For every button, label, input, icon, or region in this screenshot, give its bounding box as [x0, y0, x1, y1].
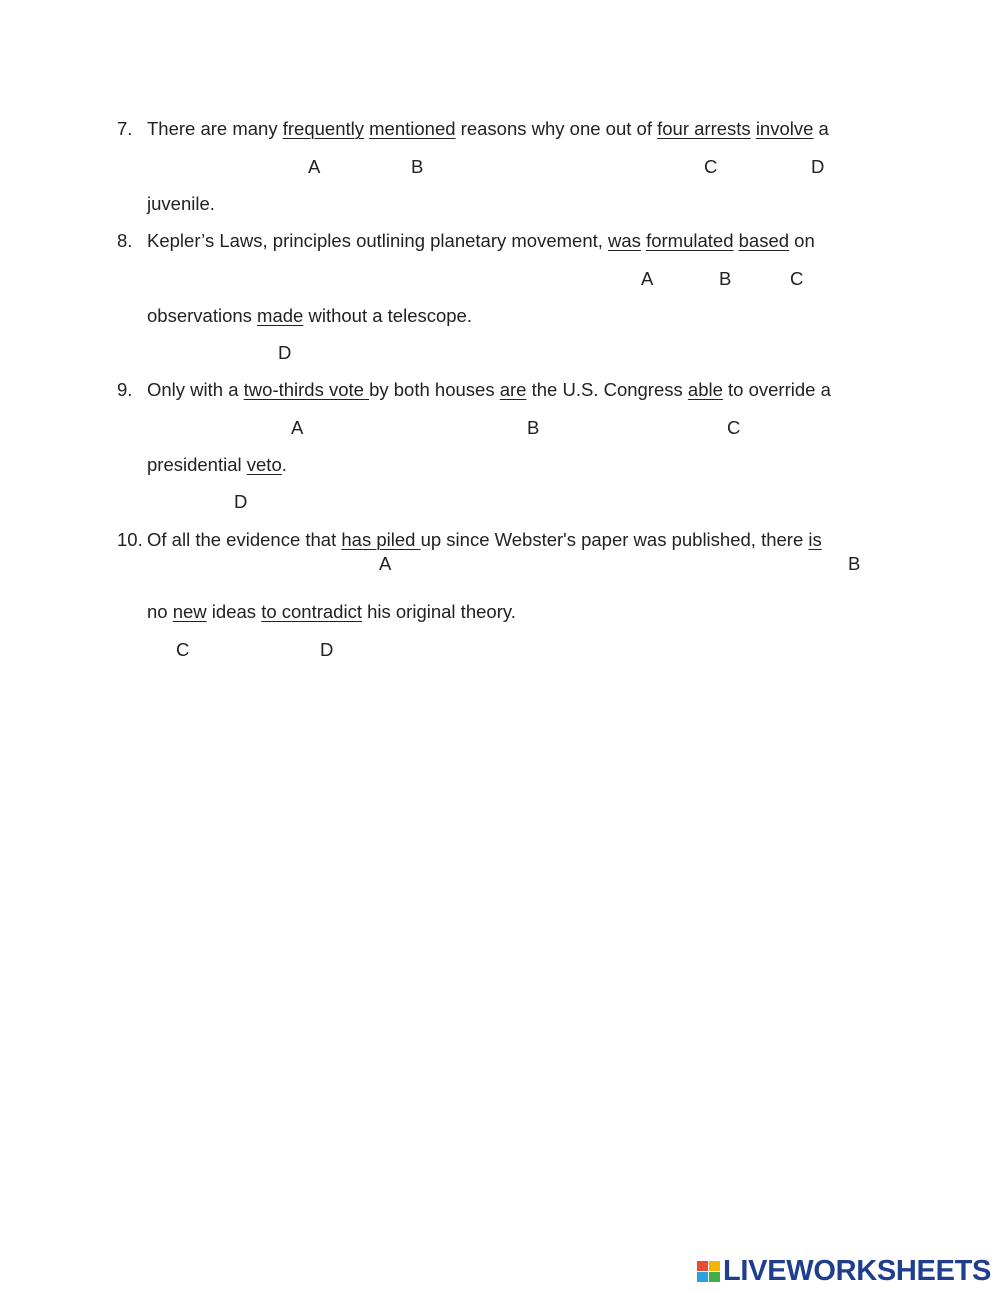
underlined-option-d: veto — [246, 454, 282, 475]
option-label-b: B — [719, 268, 732, 289]
logo-block — [709, 1261, 720, 1271]
option-label-c: C — [790, 268, 804, 289]
question-text-line-2: observations made without a telescope. — [147, 305, 472, 326]
logo-block — [697, 1272, 708, 1282]
logo-text: LIVEWORKSHEETS — [723, 1254, 992, 1287]
underlined-option-a: was — [608, 230, 641, 251]
underlined-option-b: is — [808, 529, 822, 550]
underlined-option-d: made — [257, 305, 304, 326]
option-label-b: B — [848, 553, 861, 574]
logo-blocks-icon — [697, 1261, 720, 1282]
question-number: 7. — [117, 118, 133, 139]
question-number: 8. — [117, 230, 133, 251]
underlined-option-d: to contradict — [261, 601, 362, 622]
option-label-c: C — [704, 156, 718, 177]
underlined-option-b: formulated — [646, 230, 734, 251]
question-number: 9. — [117, 379, 133, 400]
underlined-option-b: are — [499, 379, 527, 400]
question-text-line-2: no new ideas to contradict his original theory. — [147, 601, 516, 622]
question-text-line-2: juvenile. — [147, 193, 215, 214]
question-text-line-1: Only with a two-thirds vote by both houses are the U.S. Congress able to override a — [147, 379, 831, 400]
question-text-line-1: Of all the evidence that has piled up since Webster's paper was published, there is — [147, 529, 822, 550]
option-label-a: A — [641, 268, 654, 289]
question-text-line-1: Kepler’s Laws, principles outlining planetary movement, was formulated based on — [147, 230, 815, 251]
option-label-a: A — [291, 417, 304, 438]
option-label-a: A — [308, 156, 321, 177]
underlined-option-c: four arrests — [657, 118, 751, 139]
option-label-d: D — [278, 342, 292, 363]
logo-block — [697, 1261, 708, 1271]
question-text-line-1: There are many frequently mentioned reasons why one out of four arrests involve a — [147, 118, 829, 139]
logo-block — [709, 1272, 720, 1282]
liveworksheets-logo — [697, 1255, 991, 1287]
option-label-b: B — [527, 417, 540, 438]
underlined-option-a: two-thirds vote — [243, 379, 370, 400]
underlined-option-b: mentioned — [369, 118, 456, 139]
option-label-d: D — [234, 491, 248, 512]
underlined-option-c: new — [172, 601, 207, 622]
question-number: 10. — [117, 529, 143, 550]
underlined-option-c: able — [687, 379, 723, 400]
option-label-d: D — [320, 639, 334, 660]
option-label-d: D — [811, 156, 825, 177]
option-label-b: B — [411, 156, 424, 177]
option-label-a: A — [379, 553, 392, 574]
option-label-c: C — [727, 417, 741, 438]
option-label-c: C — [176, 639, 190, 660]
underlined-option-a: frequently — [282, 118, 364, 139]
underlined-option-a: has piled — [341, 529, 421, 550]
underlined-option-c: based — [738, 230, 790, 251]
underlined-option-d: involve — [755, 118, 814, 139]
question-text-line-2: presidential veto. — [147, 454, 287, 475]
